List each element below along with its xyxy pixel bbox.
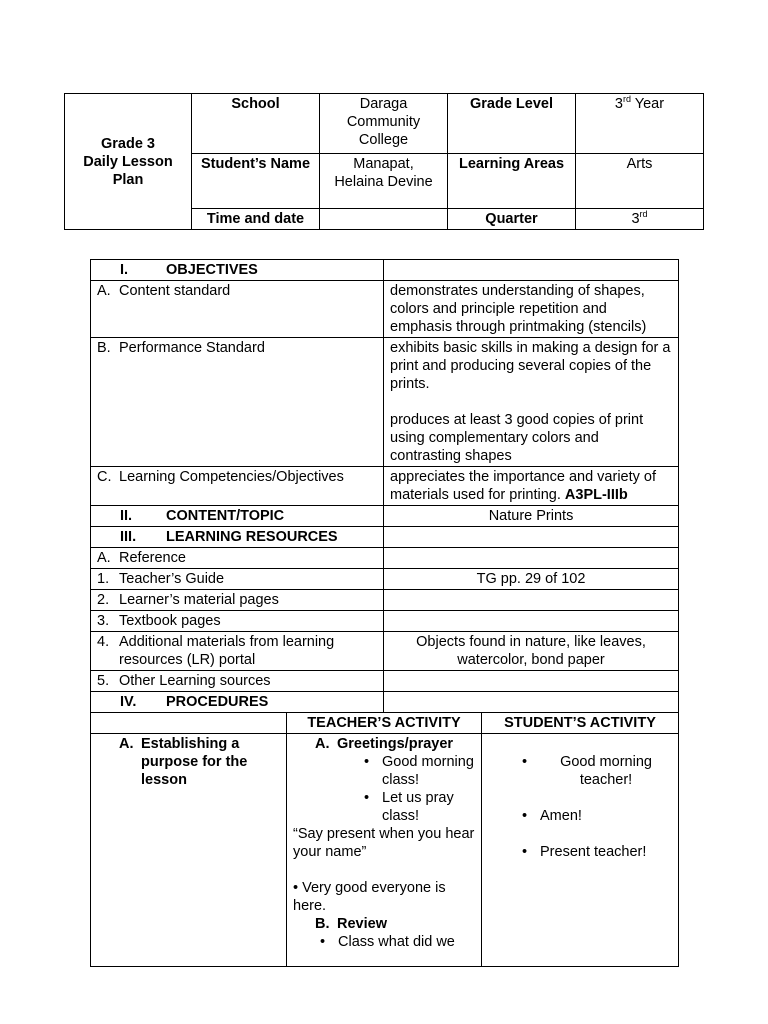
grade-level-value: 3rd Year [576, 94, 704, 154]
lesson-plan-table [90, 259, 679, 967]
establishing-purpose: A. Establishing a purpose for the lesson [91, 734, 287, 967]
learning-areas-label: Learning Areas [448, 154, 576, 209]
table-row: 5. Other Learning sources [91, 671, 679, 692]
school-label: School [192, 94, 320, 154]
table-row: A. Reference [91, 548, 679, 569]
teachers-guide-value: TG pp. 29 of 102 [384, 569, 679, 590]
list-item: • Class what did we [338, 933, 475, 951]
content-topic-value: Nature Prints [384, 506, 679, 527]
list-item: • Present teacher! [540, 843, 672, 861]
quarter-value: 3rd [576, 209, 704, 230]
list-item: • Good morning teacher! [540, 753, 672, 789]
table-row: B. Performance Standard exhibits basic skills in making a design for a print and producing several copies of the prints. produces at least 3 good copies of print using complementary colors and contrasting shapes [91, 338, 679, 467]
teacher-activity-cell: A. Greetings/prayer • Good morning class! • Let us pray class! “Say present when you hear your name” • Very good everyone is here. B. Review • Class what did we [287, 734, 482, 967]
list-item: • Let us pray class! [382, 789, 475, 825]
table-row: I. OBJECTIVES [91, 260, 679, 281]
table-row: 1. Teacher’s Guide TG pp. 29 of 102 [91, 569, 679, 590]
student-activity-header: STUDENT’S ACTIVITY [482, 713, 679, 734]
table-row [91, 734, 679, 967]
table-row: II. CONTENT/TOPIC Nature Prints [91, 506, 679, 527]
table-row: III. LEARNING RESOURCES [91, 527, 679, 548]
list-item: • Good morning class! [382, 753, 475, 789]
table-row: IV. PROCEDURES [91, 692, 679, 713]
student-name-label: Student’s Name [192, 154, 320, 209]
learning-areas-value: Arts [576, 154, 704, 209]
header-table [64, 93, 704, 230]
list-item: • Amen! [540, 807, 672, 825]
table-row: A. Content standard demonstrates understanding of shapes, colors and principle repetition and emphasis through printmaking (stencils) [91, 281, 679, 338]
time-date-label: Time and date [192, 209, 320, 230]
content-standard-value: demonstrates understanding of shapes, colors and principle repetition and emphasis through printmaking (stencils) [384, 281, 679, 338]
quarter-label: Quarter [448, 209, 576, 230]
table-row: 3. Textbook pages [91, 611, 679, 632]
competencies-value: appreciates the importance and variety of materials used for printing. A3PL-IIIb [384, 467, 679, 506]
student-activity-cell [482, 734, 679, 967]
grade-level-label: Grade Level [448, 94, 576, 154]
table-row [91, 713, 679, 734]
performance-standard-value: exhibits basic skills in making a design for a print and producing several copies of the prints. produces at least 3 good copies of print using complementary colors and contrasting shapes [384, 338, 679, 467]
table-row: C. Learning Competencies/Objectives appreciates the importance and variety of materials used for printing. A3PL-IIIb [91, 467, 679, 506]
time-date-value [320, 209, 448, 230]
teacher-activity-header: TEACHER’S ACTIVITY [287, 713, 482, 734]
additional-materials-value: Objects found in nature, like leaves, watercolor, bond paper [384, 632, 679, 671]
lesson-plan-title: Grade 3 Daily Lesson Plan [65, 94, 192, 230]
table-row: 4. Additional materials from learning resources (LR) portal Objects found in nature, like leaves, watercolor, bond paper [91, 632, 679, 671]
table-row: 2. Learner’s material pages [91, 590, 679, 611]
student-name-value: Manapat, Helaina Devine [320, 154, 448, 209]
school-value: Daraga Community College [320, 94, 448, 154]
